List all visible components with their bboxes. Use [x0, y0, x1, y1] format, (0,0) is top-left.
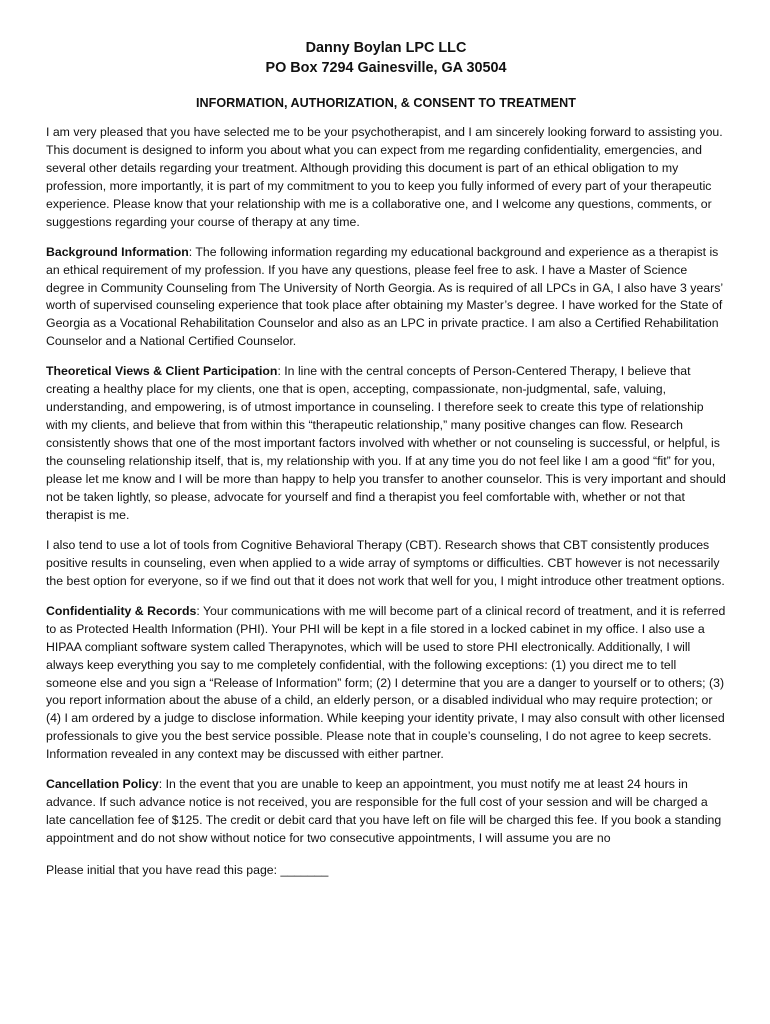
background-text: : The following information regarding my educational background and experience as a therapist is an ethical requirement of my profession. If you have any questions, please feel free to ask. I have a Master of Science degree in Community Counseling from The University of North Georgia. As is required of all LPCs in GA, I also have 3 years’ worth of supervised counseling experience that took place after obtaining my Master’s degree. I have worked for the State of Georgia as a Vocational Rehabilitation Counselor and also as an LPC in private practice. I am also a Certified Rehabilitation Counselor and a National Certified Counselor.: [46, 244, 723, 349]
confidentiality-section: [46, 603, 726, 764]
theoretical-section: [46, 363, 726, 524]
background-section: [46, 244, 726, 351]
cancellation-section: [46, 776, 726, 848]
background-heading: Background Information: [46, 244, 189, 259]
cancellation-heading: Cancellation Policy: [46, 777, 159, 792]
practice-address: PO Box 7294 Gainesville, GA 30504: [265, 60, 507, 76]
initial-line: Please initial that you have read this page: _______: [46, 863, 329, 878]
cancellation-text: : In the event that you are unable to keep an appointment, you must notify me at least 24 hours in advance. If such advance notice is not received, you are responsible for the full cost of your session and will be charged a late cancellation fee of $125. The credit or debit card that you have left on file will be charged this fee. If you book a standing appointment and do not show without notice for two consecutive appointments, I will assume you are no: [46, 777, 722, 846]
theoretical-heading: Theoretical Views & Client Participation: [46, 364, 278, 379]
document-title: INFORMATION, AUTHORIZATION, & CONSENT TO TREATMENT: [196, 96, 576, 110]
confidentiality-text: : Your communications with me will become part of a clinical record of treatment, and it is referred to as Protected Health Information (PHI). Your PHI will be kept in a file stored in a locked cabinet in my office. I also use a HIPAA compliant software system called Therapynotes, which will be used to store PHI electronically. Additionally, I will always keep everything you say to me completely confidential, with the following exceptions: (1) you direct me to tell someone else and you sign a “Release of Information” form; (2) I determine that you are a danger to yourself or to others; (3) you report information about the abuse of a child, an elderly person, or a disabled individual who may require protection; or (4) I am ordered by a judge to disclose information. While keeping your identity private, I may also consult with other licensed professionals to give you the best service possible. Please note that in couple’s counseling, I do not agree to keep secrets. Information revealed in any context may be discussed with either partner.: [46, 603, 726, 762]
intro-paragraph: I am very pleased that you have selected me to be your psychotherapist, and I am sincerely looking forward to assisting you. This document is designed to inform you about what you can expect from me regarding confidentiality, emergencies, and several other details regarding your treatment. Although providing this document is part of an ethical obligation to my profession, more importantly, it is part of my commitment to you to keep you fully informed of every part of your therapeutic experience. Please know that your relationship with me is a collaborative one, and I welcome any questions, comments, or suggestions regarding your course of therapy at any time.: [46, 125, 723, 229]
theoretical-text: : In line with the central concepts of Person-Centered Therapy, I believe that creating a healthy place for my clients, one that is open, accepting, compassionate, non-judgmental, safe, valuing, understanding, and empowering, is of utmost importance in counseling. I therefore seek to create this type of relationship with my clients, and believe that from within this “therapeutic relationship,” many positive changes can flow. Research consistently shows that one of the most important factors involved with whether or not counseling is successful, or helpful, is the counseling relationship itself, that is, my relationship with you. If at any time you do not feel like I am a good “fit” for you, please let me know and I will be more than happy to help you transfer to another counselor. This is very important and should not be taken lightly, so please, advocate for yourself and find a therapist you feel comfortable with, whether or not that therapist is me.: [46, 364, 726, 522]
confidentiality-heading: Confidentiality & Records: [46, 603, 197, 618]
practice-name: Danny Boylan LPC LLC: [305, 40, 467, 56]
cbt-paragraph: I also tend to use a lot of tools from Cognitive Behavioral Therapy (CBT). Research shows that CBT consistently produces positive results in counseling, even when applied to a wide array of symptoms or difficulties. CBT however is not necessarily the best option for everyone, so if we find out that it does not work that well for you, I might introduce other treatment options.: [46, 537, 725, 588]
letterhead: [46, 38, 726, 78]
